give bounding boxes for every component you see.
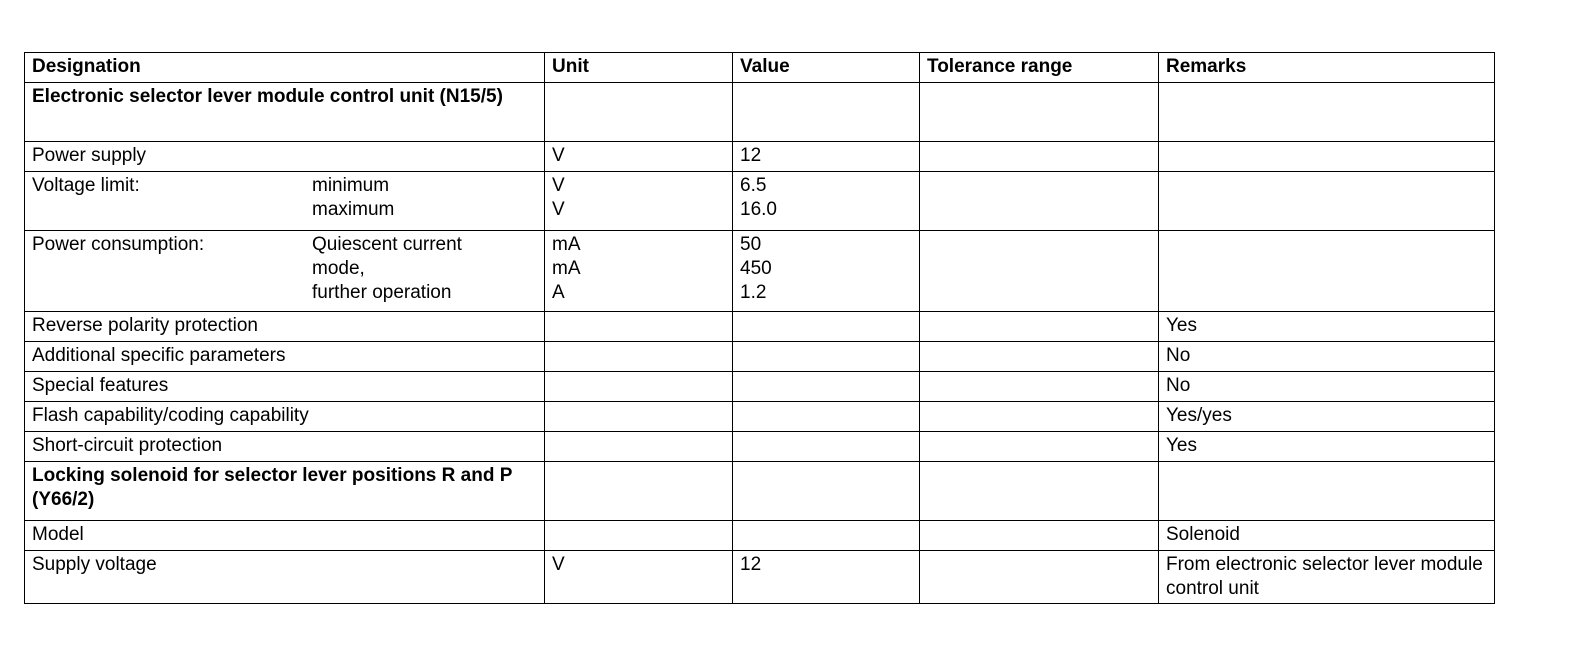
cell-unit [545,432,733,462]
cell-designation: Model [25,521,545,551]
table-row [25,231,1495,312]
sub-label: maximum [312,199,395,220]
cell-unit [545,231,733,312]
cell-remarks: From electronic selector lever module control unit [1159,551,1495,604]
cell-value [733,342,920,372]
cell-designation: Short-circuit protection [25,432,545,462]
cell-tolerance [920,172,1159,231]
cell-remarks: Yes [1159,432,1495,462]
cell-designation: Electronic selector lever module control unit (N15/5) [25,83,545,142]
cell-remarks [1159,142,1495,172]
cell-value [733,402,920,432]
table-row [25,312,1495,342]
cell-tolerance [920,372,1159,402]
cell-designation: Locking solenoid for selector lever positions R and P (Y66/2) [25,462,545,521]
cell-unit [545,402,733,432]
cell-designation: Reverse polarity protection [25,312,545,342]
header-row [25,53,1495,83]
value-line: 450 [740,258,772,279]
value-line: 6.5 [740,175,767,196]
table-row [25,402,1495,432]
cell-unit [545,462,733,521]
designation-label: Power consumption: [32,234,205,255]
cell-remarks: Yes [1159,312,1495,342]
cell-designation [25,231,545,312]
cell-tolerance [920,551,1159,604]
table-row [25,521,1495,551]
cell-tolerance [920,521,1159,551]
cell-tolerance [920,83,1159,142]
unit-line: mA [552,258,581,279]
cell-designation: Additional specific parameters [25,342,545,372]
cell-remarks: No [1159,372,1495,402]
header-designation: Designation [25,53,545,83]
header-value: Value [733,53,920,83]
cell-remarks: Yes/yes [1159,402,1495,432]
cell-value [733,521,920,551]
cell-value [733,83,920,142]
header-tolerance: Tolerance range [920,53,1159,83]
cell-unit [545,312,733,342]
designation-label: Voltage limit: [32,175,140,196]
cell-value [733,312,920,342]
cell-value [733,432,920,462]
cell-value [733,231,920,312]
sub-label: mode, [312,258,365,279]
cell-remarks [1159,462,1495,521]
cell-remarks: Solenoid [1159,521,1495,551]
cell-designation: Supply voltage [25,551,545,604]
header-unit: Unit [545,53,733,83]
cell-unit [545,83,733,142]
cell-remarks [1159,83,1495,142]
cell-remarks [1159,172,1495,231]
unit-line: A [552,282,565,303]
header-remarks: Remarks [1159,53,1495,83]
table-row [25,172,1495,231]
unit-line: V [552,175,565,196]
cell-designation: Flash capability/coding capability [25,402,545,432]
cell-value [733,462,920,521]
table-row [25,372,1495,402]
cell-unit [545,521,733,551]
cell-unit [545,172,733,231]
unit-line: mA [552,234,581,255]
cell-unit [545,372,733,402]
cell-designation: Power supply [25,142,545,172]
table-row [25,142,1495,172]
cell-value [733,372,920,402]
spec-table [24,52,1495,604]
table-row [25,342,1495,372]
cell-tolerance [920,402,1159,432]
cell-value: 12 [733,142,920,172]
unit-line: V [552,199,565,220]
cell-tolerance [920,432,1159,462]
cell-tolerance [920,342,1159,372]
sub-label: further operation [312,282,452,303]
cell-tolerance [920,312,1159,342]
table-row-section-locking-solenoid [25,462,1495,521]
sub-label: Quiescent current [312,234,462,255]
table-row-section-control-unit [25,83,1495,142]
cell-designation [25,172,545,231]
cell-designation: Special features [25,372,545,402]
cell-value: 12 [733,551,920,604]
cell-unit [545,342,733,372]
cell-tolerance [920,142,1159,172]
cell-remarks [1159,231,1495,312]
cell-tolerance [920,231,1159,312]
table-row [25,432,1495,462]
value-line: 1.2 [740,282,767,303]
table-row [25,551,1495,604]
cell-value [733,172,920,231]
value-line: 50 [740,234,762,255]
cell-remarks: No [1159,342,1495,372]
cell-unit: V [545,142,733,172]
sub-label: minimum [312,175,390,196]
value-line: 16.0 [740,199,777,220]
cell-unit: V [545,551,733,604]
cell-tolerance [920,462,1159,521]
